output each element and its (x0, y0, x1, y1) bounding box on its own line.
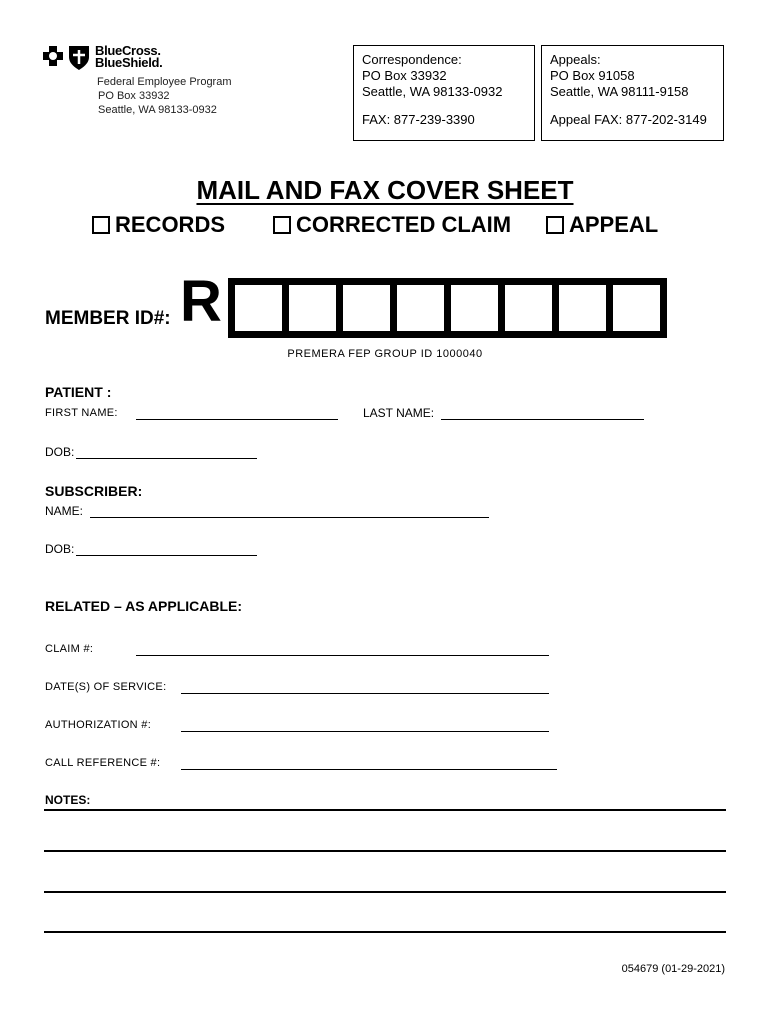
member-id-digit-box[interactable] (498, 278, 559, 338)
subscriber-name-label: NAME: (45, 504, 84, 518)
appeals-fax: Appeal FAX: 877-202-3149 (550, 112, 707, 127)
patient-first-name-field[interactable] (136, 419, 338, 420)
brand-name (95, 45, 163, 69)
claim-number-field[interactable] (136, 655, 549, 656)
patient-dob-field[interactable] (76, 458, 257, 459)
notes-line[interactable] (44, 931, 726, 933)
correspondence-fax: FAX: 877-239-3390 (362, 112, 475, 127)
authorization-number-field[interactable] (181, 731, 549, 732)
appeal-checkbox[interactable] (546, 216, 564, 234)
member-id-digit-box[interactable] (282, 278, 343, 338)
page-title: MAIL AND FAX COVER SHEET (196, 175, 574, 205)
records-option[interactable] (92, 212, 225, 238)
member-id-digit-box[interactable] (552, 278, 613, 338)
corrected-claim-checkbox[interactable] (273, 216, 291, 234)
records-checkbox[interactable] (92, 216, 110, 234)
subscriber-dob-label: DOB: (45, 542, 75, 556)
group-id: PREMERA FEP GROUP ID 1000040 (287, 348, 483, 360)
brand-line-2: BlueShield. (95, 55, 163, 70)
correspondence-city: Seattle, WA 98133-0932 (362, 84, 503, 99)
member-id-digit-box[interactable] (390, 278, 451, 338)
correspondence-heading: Correspondence: (362, 52, 462, 67)
corrected-claim-label: CORRECTED CLAIM (296, 212, 512, 237)
org-po-box: PO Box 33932 (98, 90, 170, 102)
call-reference-field[interactable] (181, 769, 557, 770)
member-id-digit-box[interactable] (444, 278, 505, 338)
header-logo (42, 42, 282, 122)
correspondence-box (353, 45, 535, 141)
appeal-option[interactable] (546, 212, 658, 238)
appeals-box (541, 45, 724, 141)
notes-line[interactable] (44, 809, 726, 811)
brand-line-1: BlueCross. (95, 43, 161, 58)
member-id-prefix: R (180, 269, 222, 334)
patient-first-name-label: FIRST NAME: (45, 407, 118, 419)
appeal-label: APPEAL (569, 212, 659, 237)
subscriber-name-field[interactable] (90, 517, 489, 518)
member-id-label: MEMBER ID#: (45, 308, 171, 329)
appeals-heading: Appeals: (550, 52, 601, 67)
dates-of-service-field[interactable] (181, 693, 549, 694)
notes-heading: NOTES: (45, 793, 91, 807)
patient-heading: PATIENT : (45, 384, 112, 400)
appeals-po: PO Box 91058 (550, 68, 635, 83)
call-reference-label: CALL REFERENCE #: (45, 757, 161, 769)
org-name: Federal Employee Program (97, 76, 232, 88)
authorization-number-label: AUTHORIZATION #: (45, 719, 152, 731)
notes-line[interactable] (44, 891, 726, 893)
org-city: Seattle, WA 98133-0932 (98, 104, 217, 116)
bluecross-blueshield-logo-icon (42, 42, 94, 72)
correspondence-po: PO Box 33932 (362, 68, 447, 83)
member-id-digit-box[interactable] (606, 278, 667, 338)
appeals-city: Seattle, WA 98111-9158 (550, 84, 689, 99)
member-id-digit-box[interactable] (228, 278, 289, 338)
records-label: RECORDS (115, 212, 226, 237)
corrected-claim-option[interactable] (273, 212, 511, 238)
org-address (97, 75, 232, 117)
patient-dob-label: DOB: (45, 445, 75, 459)
subscriber-dob-field[interactable] (76, 555, 257, 556)
subscriber-heading: SUBSCRIBER: (45, 483, 143, 499)
member-id-boxes (228, 278, 667, 338)
related-heading: RELATED – AS APPLICABLE: (45, 598, 243, 614)
member-id-digit-box[interactable] (336, 278, 397, 338)
patient-last-name-field[interactable] (441, 419, 644, 420)
notes-line[interactable] (44, 850, 726, 852)
claim-number-label: CLAIM #: (45, 643, 94, 655)
form-code: 054679 (01-29-2021) (621, 963, 725, 975)
patient-last-name-label: LAST NAME: (363, 406, 435, 420)
dates-of-service-label: DATE(S) OF SERVICE: (45, 681, 167, 693)
